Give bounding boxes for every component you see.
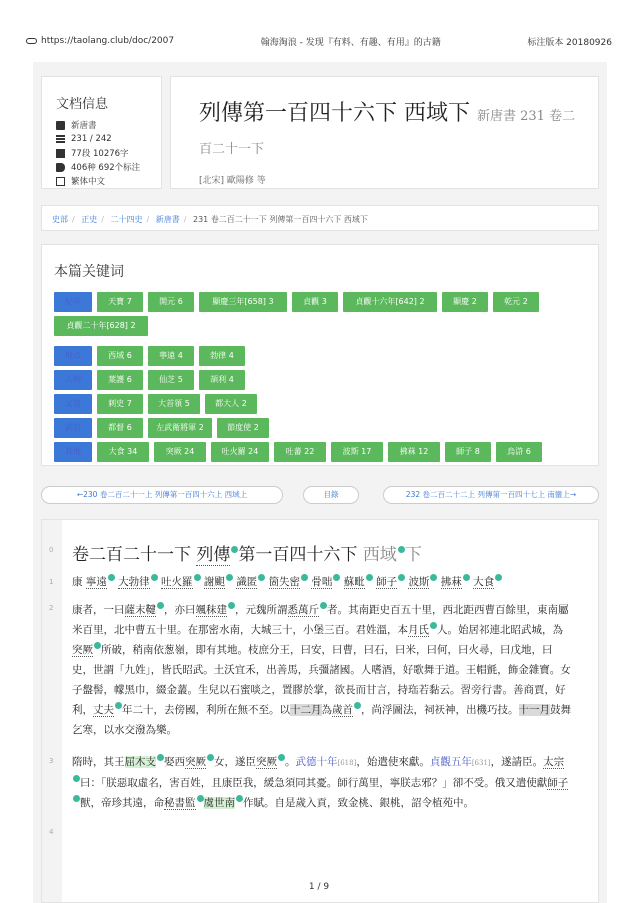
text-span: ，曰史，世謂「九姓」，皆氏昭武。土沃宜禾，出善馬，兵彊諸國。人嗜酒，好歌舞于道。王帽氈，飾金雜寶。女子盤髻，幪黑巾，綴金䕺。生兒以石蜜 [72,644,571,696]
title-subtitle-cont: 百二十一下 [199,142,265,157]
page-url[interactable]: https://taolang.club/doc/2007 [26,36,174,46]
stats-row: 77段 10276字 [56,146,161,160]
term-link[interactable]: 薩末鞬 [124,604,156,616]
annotation-marker[interactable] [366,574,373,581]
keyword-chip[interactable]: 貞觀二十年[628] 2 [54,316,148,336]
keyword-chip[interactable]: 師子 8 [445,442,491,462]
link-icon [26,38,37,44]
annotation-marker[interactable] [354,702,361,709]
text-span: ，遂請臣。 [490,756,544,768]
next-chapter-button[interactable]: 232 卷二百二十二上 列傳第一百四十七上 南蠻上→ [383,486,599,504]
term-link[interactable]: 拂菻 [440,576,462,588]
annotation-marker[interactable] [115,702,122,709]
term-link[interactable]: 歲首 [332,704,353,716]
text-span: 獸，帝珍其遠，命 [80,797,164,809]
term-link[interactable]: 列傳 [196,545,231,565]
keyword-chip[interactable]: 大首領 5 [148,394,200,414]
annotation-marker[interactable] [73,775,80,782]
text-span: 人。始居祁連 [437,624,500,636]
grid-icon [56,149,65,158]
keyword-chip[interactable]: 寧遠 4 [148,346,194,366]
term-link[interactable]: 十一月 [518,704,550,716]
text-span: 者。其南距史百五十里，西北距西曹百餘里，東南屬米百里，北中曹五十里。在那密水 [72,604,569,636]
keywords-panel [41,244,599,466]
term-link[interactable]: 吐火羅 [161,576,193,588]
breadcrumb-item[interactable]: 史部 [52,215,68,224]
term-link[interactable]: 颯秣建 [195,604,227,616]
chapter-nav [41,486,599,504]
keyword-chip[interactable]: 葉護 6 [97,370,143,390]
keywords-heading: 本篇关键词 [54,264,124,280]
annotation-marker[interactable] [463,574,470,581]
annotation-marker[interactable] [73,795,80,802]
term-link[interactable]: 骨咄 [311,576,333,588]
keyword-chip[interactable]: 都大人 2 [205,394,257,414]
title-panel [170,76,599,189]
keyword-chip[interactable]: 吐火羅 24 [211,442,269,462]
term-link[interactable]: 貞觀五年 [429,756,472,768]
term-link[interactable]: 悉萬斤 [287,604,319,616]
term-link[interactable]: 識匿 [236,576,258,588]
language-row: 繁体中文 [56,174,161,188]
keyword-chip[interactable]: 天寶 7 [97,292,143,312]
keyword-chip[interactable]: 大食 34 [97,442,149,462]
keyword-chip[interactable]: 拂菻 12 [388,442,440,462]
chapter-title: 卷二百二十一下 列傳 第一百四十六下 西域 下 [72,545,422,565]
annotation-marker[interactable] [157,602,164,609]
line-number: 3 [49,757,54,765]
text-span: ，始遣使來獻。 [356,756,430,768]
line-number: 4 [49,828,54,836]
term-link[interactable]: 大食 [473,576,495,588]
year-label: [618] [337,759,357,767]
annotation-marker[interactable] [430,574,437,581]
annotation-marker[interactable] [194,574,201,581]
term-link[interactable]: 武德十年 [295,756,338,768]
text-span: 曰：「朕惡取虛名，害百姓，且康臣我，緩急須同其憂。師行萬里，寧朕志邪？」卻不受。俄又遣使獻 [80,777,548,789]
book-icon [56,121,65,130]
keyword-chip[interactable]: 顯慶三年[658] 3 [199,292,287,312]
term-link[interactable]: 秘書監 [164,797,196,809]
text-span: 為 [321,704,332,716]
annotation-marker[interactable] [207,754,214,761]
keyword-category: 紀年 [54,292,92,312]
term-link[interactable]: 謝䫻 [203,576,225,588]
toc-button[interactable]: 目錄 [303,486,359,504]
country-list-line: 康 寧遠 大勃律 吐火羅 謝䫻 識匿 箇失密 骨咄 蘇毗 師子 波斯 拂菻 大食 [72,572,572,592]
text-span: 戊地 [510,644,532,656]
breadcrumb-item[interactable]: 二十四史 [110,215,143,224]
keyword-category: 其他 [54,442,92,462]
keyword-chip[interactable]: 突厥 24 [154,442,206,462]
annotation-marker[interactable] [495,574,502,581]
line-number: 2 [49,604,54,612]
term-link[interactable]: 波斯 [408,576,430,588]
term-link[interactable]: 太宗 [543,756,565,768]
text-span: 啖之，置膠於掌，欲長而甘言，持珤若黏云。習旁行書 [250,684,503,696]
annotation-marker[interactable] [320,602,327,609]
keyword-chip[interactable]: 都督 6 [97,418,143,438]
doc-info-heading: 文档信息 [56,97,109,112]
term-link[interactable]: 屈木支 [124,756,156,768]
breadcrumb-item[interactable]: 新唐書 [155,215,180,224]
paragraph [72,752,572,813]
term-link[interactable]: 突厥 [72,644,93,656]
annotation-marker[interactable] [236,795,243,802]
annotation-marker[interactable] [301,574,308,581]
keyword-chip[interactable]: 波斯 17 [331,442,383,462]
text-span: ，曰 [489,644,511,656]
term-link[interactable]: 突厥 [185,756,206,768]
annotation-marker[interactable] [94,642,101,649]
keyword-chip[interactable]: 西域 6 [97,346,143,366]
keyword-chip[interactable]: 仙芝 5 [148,370,194,390]
text-panel [41,519,599,903]
keyword-category: 文官 [54,394,92,414]
keyword-chip[interactable]: 開元 6 [148,292,194,312]
annotation-marker[interactable] [108,574,115,581]
term-link[interactable]: 師子 [547,777,569,789]
year-label: [631] [471,759,491,767]
annotation-marker[interactable] [430,622,437,629]
term-link[interactable]: 月氏 [408,624,429,636]
document-sheet [33,62,607,903]
text-span: 南，大城三十，小堡三百。君姓溫，本 [229,624,408,636]
tag-icon [56,163,65,172]
language-icon [56,177,65,186]
term-link[interactable]: 大勃律 [118,576,150,588]
keyword-chip[interactable]: 左武衛將軍 2 [148,418,212,438]
paragraph [72,600,572,740]
keyword-chip[interactable]: 勃律 4 [199,346,245,366]
term-link[interactable]: 突厥 [256,756,277,768]
keyword-category: 地点 [54,346,92,366]
annotation-marker[interactable] [226,574,233,581]
text-span: 年二十，去傍國，利所在無不至。以 [122,704,290,716]
term-link[interactable]: 十二月 [290,704,322,716]
line-number: 0 [49,546,54,554]
term-link[interactable]: 虞世南 [203,797,235,809]
keyword-chip[interactable]: 節度使 2 [217,418,269,438]
keyword-chip[interactable]: 顯慶 2 [442,292,488,312]
text-span: 。 [285,756,296,768]
annotation-marker[interactable] [398,574,405,581]
title-subtitle: 新唐書 231 卷二 [477,109,576,124]
text-span: 所破，稍南依葱嶺，即有其地。枝庶分王，曰安，曰曹，曰石，曰米，曰何，曰 [101,644,469,656]
text-span: 北昭武城 [500,624,542,636]
text-span: 作賦。自是歲入貢，致金桃、銀桃，詔令植苑中。 [243,797,474,809]
annotation-marker[interactable] [228,602,235,609]
text-span: 女，遂臣 [214,756,256,768]
list-icon [56,135,65,144]
page-header [26,34,612,48]
page-number: 1 / 9 [308,882,330,892]
index-row: 231 / 242 [56,132,161,146]
author: [北宋] 歐陽修 等 [199,176,266,186]
term-link[interactable]: 蘇毗 [343,576,365,588]
keyword-chip[interactable]: 吐蕃 22 [274,442,326,462]
document-title: 列傳第一百四十六下 西域下 新唐書 231 卷二 百二十一下 [199,101,576,157]
site-title: 翰海淘浪 - 发现『有料、有趣、有用』的古籍 [260,37,441,48]
text-span: 。善商賈，好利， [72,684,566,716]
keyword-chip[interactable]: 乾元 2 [493,292,539,312]
version-label: 标注版本 20180926 [527,37,612,48]
keyword-chip[interactable]: 烏滸 6 [496,442,542,462]
text-span: 火尋 [468,644,490,656]
keyword-category: 武官 [54,418,92,438]
text-span: 隋時，其王 [72,756,125,768]
annotation-marker[interactable] [398,546,405,553]
term-link[interactable]: 箇失密 [268,576,301,588]
text-span: 康者，一曰 [72,604,125,616]
keyword-chip[interactable]: 刺史 7 [97,394,143,414]
breadcrumb-item[interactable]: 正史 [81,215,98,224]
breadcrumb-current: 231 卷二百二十一下 列傳第一百四十六下 西域下 [193,215,368,224]
annotation-marker[interactable] [333,574,340,581]
text-span: 娶西 [164,756,185,768]
text-span: ，尚浮圖法，祠祆神，出機巧技。 [361,704,519,716]
book-row: 新唐書 [56,118,161,132]
annotation-marker[interactable] [278,754,285,761]
keyword-chip[interactable]: 貞觀十六年[642] 2 [343,292,437,312]
breadcrumb: 史部 / 正史 / 二十四史 / 新唐書 / 231 卷二百二十一下 列傳第一百四十六下 西域下 [41,205,599,231]
keyword-chip[interactable]: 頡利 4 [199,370,245,390]
annotations-row: 406种 692个标注 [56,160,161,174]
text-span: ，元魏所謂 [235,604,288,616]
term-link[interactable]: 師子 [376,576,398,588]
line-number: 1 [49,578,54,586]
annotation-marker[interactable] [151,574,158,581]
term-link[interactable]: 寧遠 [85,576,107,588]
text-span: ，亦曰 [164,604,196,616]
keyword-chip[interactable]: 貞觀 3 [292,292,338,312]
term-link[interactable]: 丈夫 [93,704,114,716]
annotation-marker[interactable] [197,795,204,802]
prev-chapter-button[interactable]: ←230 卷二百二十一上 列傳第一百四十六上 西域上 [41,486,283,504]
doc-info-panel [41,76,162,189]
keyword-category: 人物 [54,370,92,390]
annotation-marker[interactable] [258,574,265,581]
text-span: ，為 [542,624,563,636]
annotation-marker[interactable] [157,754,164,761]
text-span: 鼓舞乞寒，以水交潑為樂。 [72,704,571,736]
